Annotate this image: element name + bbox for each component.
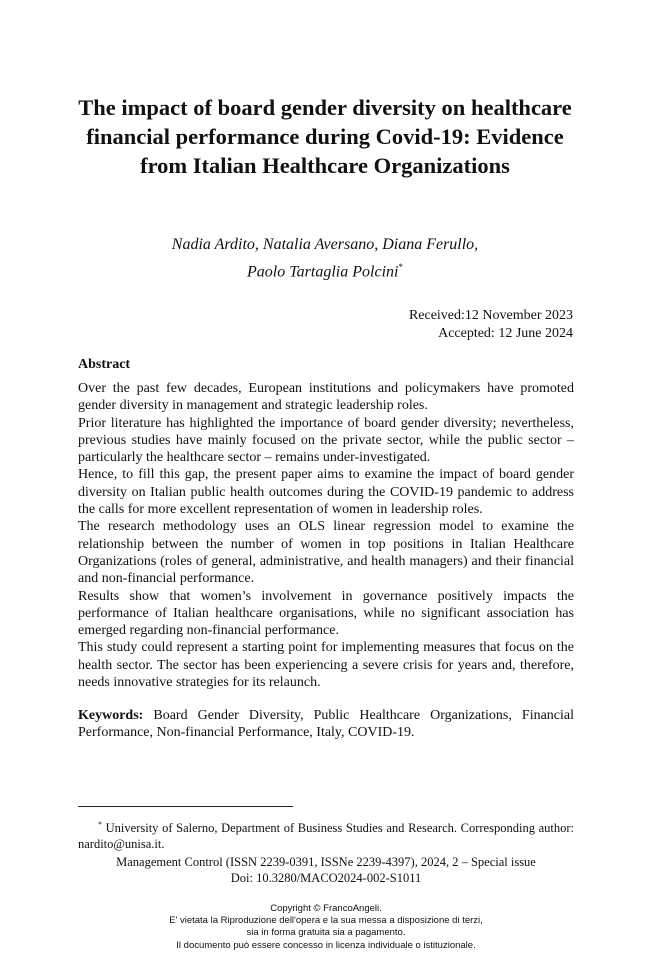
- abstract-paragraph: Results show that women’s involvement in governance positively impacts the performance of Italian healthcare organisations, while no significant association has emerged regarding non-financial performance.: [78, 588, 574, 639]
- author-footnote-mark: *: [398, 262, 403, 272]
- footnote-mark: *: [98, 820, 102, 829]
- copyright-line: Copyright © FrancoAngeli.: [270, 903, 382, 914]
- footnote-text: University of Salerno, Department of Business Studies and Research. Corresponding author: nardito@unisa.it.: [78, 821, 575, 851]
- abstract-paragraph: Prior literature has highlighted the importance of board gender diversity; nevertheless, previous studies have mainly focused on the private sector, while the public sector – particularly the healthcare sector – remains under-investigated.: [78, 415, 574, 466]
- journal-citation: [78, 855, 574, 886]
- journal-doi: Doi: 10.3280/MACO2024-002-S1011: [230, 870, 422, 885]
- abstract-heading: Abstract: [78, 357, 131, 372]
- copyright-line: E' vietata la Riproduzione dell'opera e la sua messa a disposizione di terzi,: [169, 915, 483, 927]
- accepted-date: Accepted: 12 June 2024: [438, 326, 573, 341]
- author-footnote: [78, 817, 574, 852]
- submission-dates: [409, 307, 573, 343]
- author-line-1: Nadia Ardito, Natalia Aversano, Diana Ferullo,: [171, 236, 479, 253]
- abstract-paragraph: Hence, to fill this gap, the present paper aims to examine the impact of board gender diversity on Italian public health outcomes during the COVID-19 pandemic to address the calls for more excellent representation of women in leadership roles.: [78, 467, 574, 518]
- copyright-line: Il documento può essere concesso in licenza individuale o istituzionale.: [176, 939, 476, 951]
- author-list: [80, 234, 570, 283]
- copyright-notice: [78, 903, 574, 952]
- keywords-label: Keywords:: [78, 708, 144, 723]
- footnote-divider: [78, 806, 293, 807]
- copyright-line: sia in forma gratuita sia a pagamento.: [246, 927, 406, 939]
- keywords: [78, 707, 574, 742]
- abstract-paragraph: The research methodology uses an OLS linear regression model to examine the relationship between the number of women in top positions in Italian Healthcare Organizations (roles of general, administrative, and health managers) and their financial and non-financial performance.: [78, 519, 574, 587]
- received-date: Received:12 November 2023: [408, 308, 573, 323]
- author-line-2: [80, 256, 570, 283]
- paper-title: The impact of board gender diversity on healthcare financial performance during Covid-19: Evidence from Italian Healthcare Organizations: [78, 95, 572, 178]
- abstract-paragraph: Over the past few decades, European institutions and policymakers have promoted gender diversity in management and strategic leadership roles.: [78, 381, 574, 414]
- abstract-paragraph: This study could represent a starting point for implementing measures that focus on the health sector. The sector has been experiencing a severe crisis for years and, therefore, needs innovative strategies for its relaunch.: [78, 640, 574, 691]
- journal-line: Management Control (ISSN 2239-0391, ISSNe 2239-4397), 2024, 2 – Special issue: [116, 855, 536, 869]
- abstract-body: [78, 380, 574, 691]
- author-line-2-names: Paolo Tartaglia Polcini: [247, 263, 399, 281]
- keywords-text: Board Gender Diversity, Public Healthcare Organizations, Financial Performance, Non-financial Performance, Italy, COVID-19.: [78, 708, 574, 741]
